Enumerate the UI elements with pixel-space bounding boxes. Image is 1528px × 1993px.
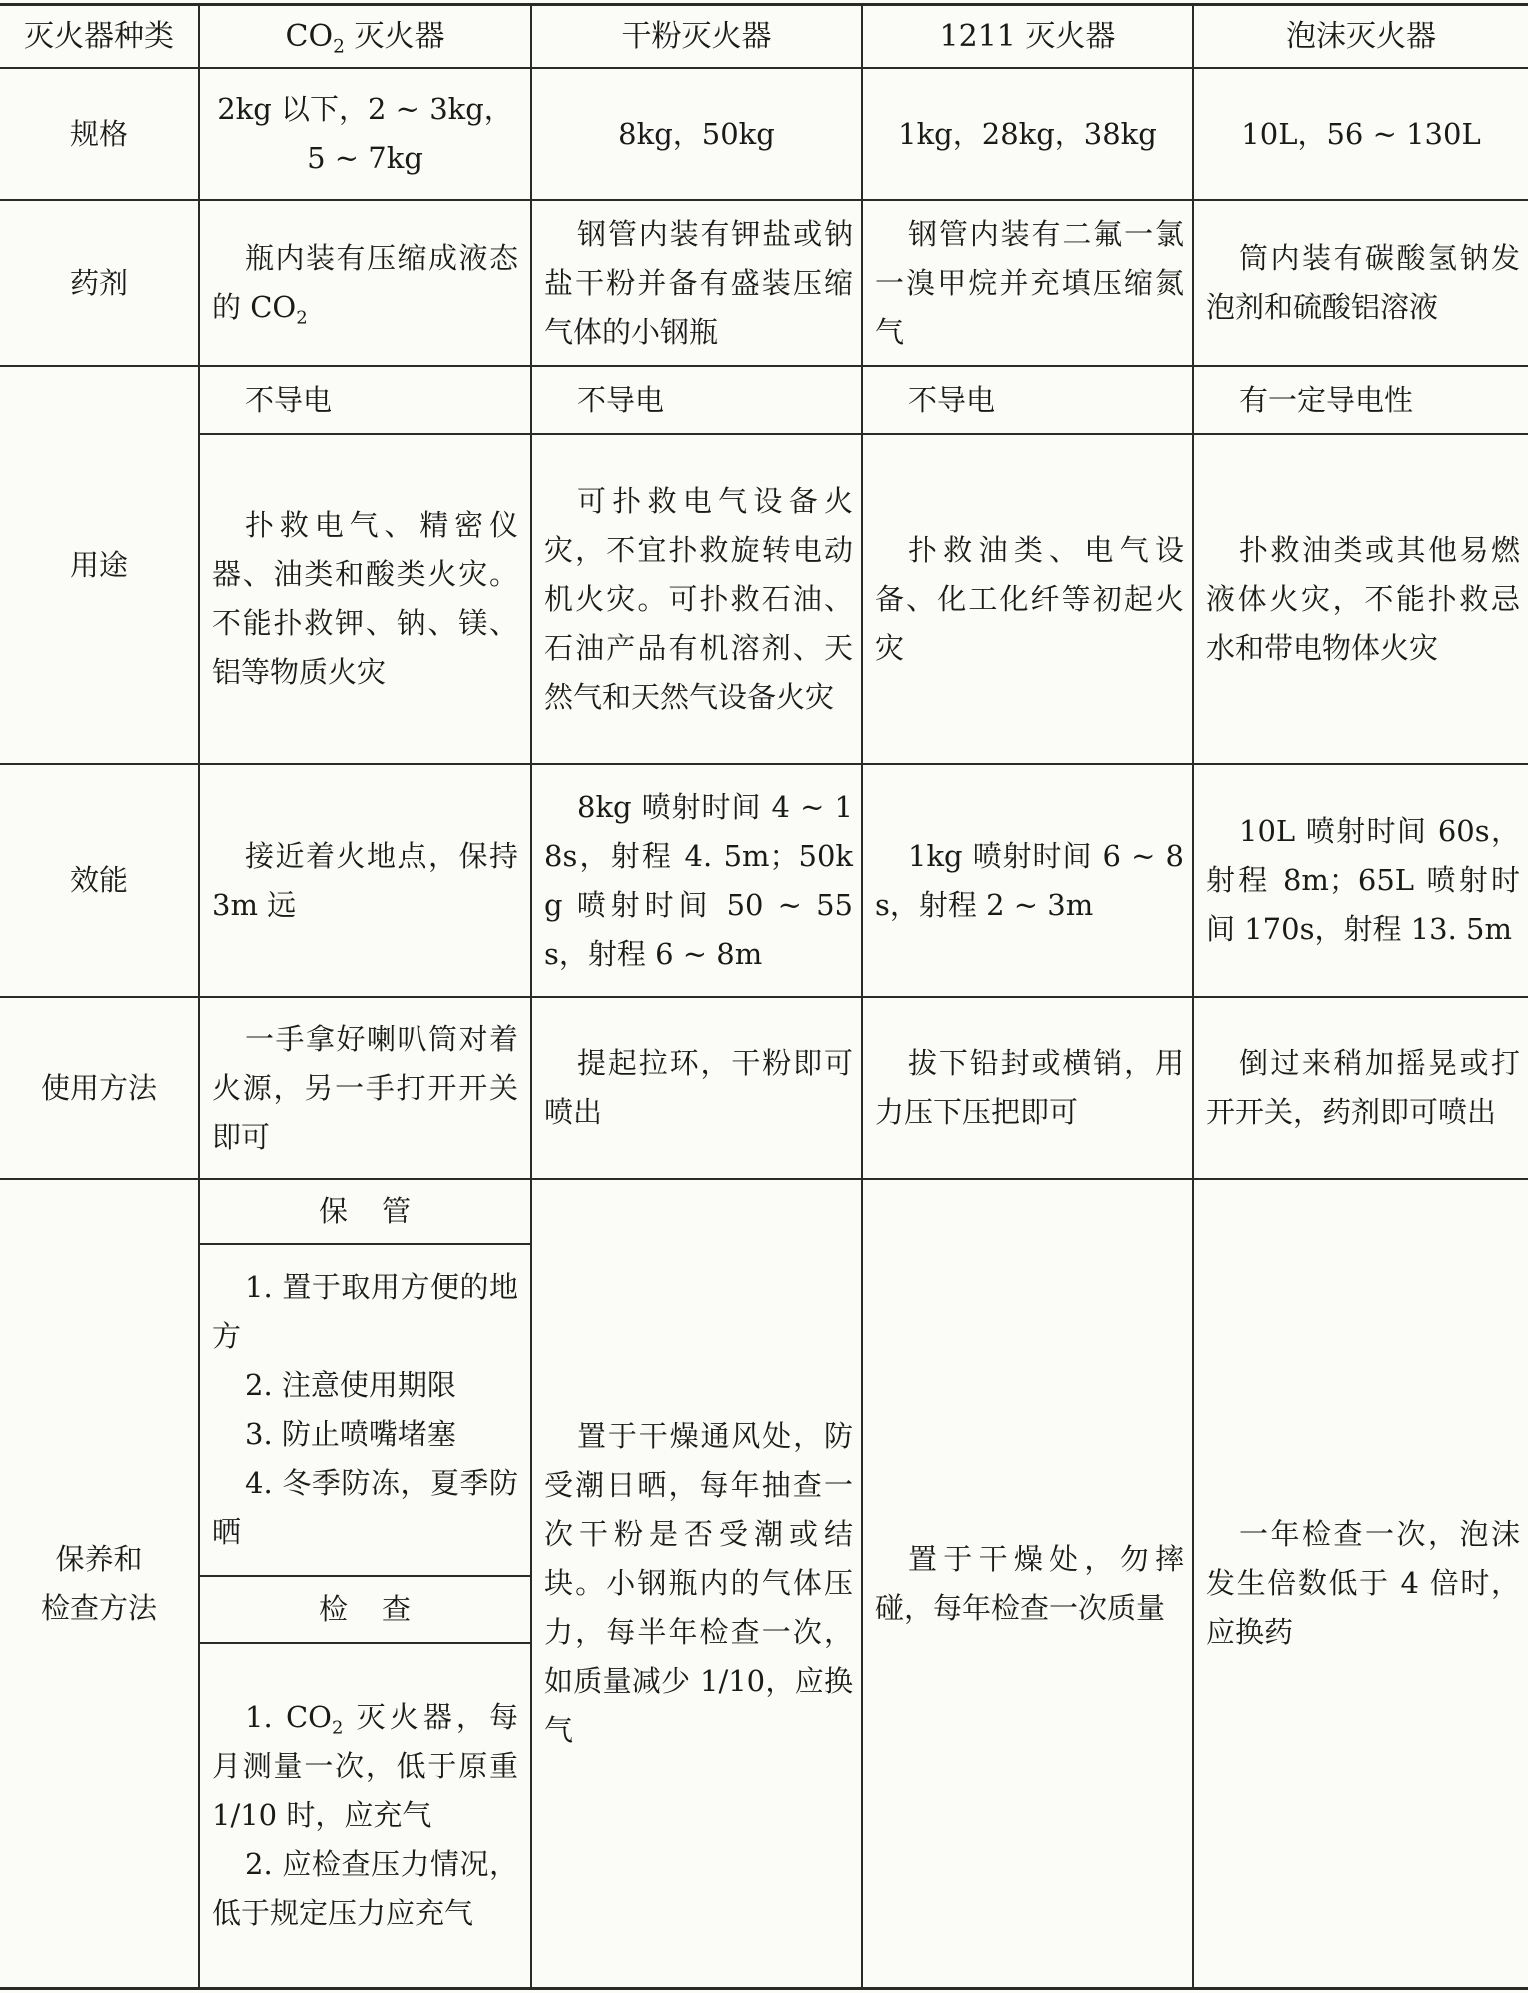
agent-powder	[532, 201, 861, 365]
keep-list	[200, 1245, 530, 1575]
header-halon: 1211 灭火器	[939, 18, 1116, 54]
agent-powder-text: 钢管内装有钾盐或钠盐干粉并备有盛装压缩气体的小钢瓶	[544, 216, 853, 349]
efficacy-powder-text: 8kg 喷射时间 4 ~ 18s，射程 4. 5m；50kg 喷射时间 50 ~ 55s，射程 6 ~ 8m	[544, 789, 853, 971]
keep-item-4: 4. 冬季防冻，夏季防晒	[212, 1466, 518, 1549]
header-co2-text: CO	[285, 18, 334, 54]
efficacy-co2	[200, 765, 530, 996]
check-list	[200, 1644, 530, 1987]
usage-powder-text: 可扑救电气设备火灾，不宜扑救旋转电动机火灾。可扑救石油、石油产品有机溶剂、天然气和天然气设备火灾	[544, 483, 853, 714]
keep-title	[200, 1180, 530, 1243]
method-co2	[200, 998, 530, 1178]
usage-foam	[1194, 435, 1528, 763]
row-label-maintenance	[0, 1180, 198, 1987]
maintenance-foam-text: 一年检查一次，泡沫发生倍数低于 4 倍时，应换药	[1206, 1517, 1520, 1649]
check-item-1-subscript: 2	[331, 1717, 344, 1739]
agent-halon	[863, 201, 1192, 365]
maintenance-halon	[863, 1180, 1192, 1987]
efficacy-foam-text: 10L 喷射时间 60s，射程 8m；65L 喷射时间 170s，射程 13. 5m	[1206, 814, 1520, 946]
method-foam	[1194, 998, 1528, 1178]
method-halon-text: 拔下铅封或横销，用力压下压把即可	[875, 1046, 1184, 1129]
method-powder-text: 提起拉环，干粉即可喷出	[544, 1046, 853, 1129]
agent-foam-text: 筒内装有碳酸氢钠发泡剂和硫酸铝溶液	[1206, 241, 1520, 324]
efficacy-foam	[1194, 765, 1528, 996]
header-powder: 干粉灭火器	[621, 18, 772, 54]
spec-co2-line2: 5 ~ 7kg	[307, 141, 423, 175]
row-label-spec: 规格	[69, 116, 128, 151]
row-label-usage: 用途	[69, 547, 128, 582]
efficacy-co2-text: 接近着火地点，保持 3m 远	[212, 838, 518, 922]
maintenance-powder	[532, 1180, 861, 1987]
row-label-efficacy: 效能	[69, 863, 128, 897]
spec-foam: 10L，56 ~ 130L	[1241, 116, 1481, 151]
efficacy-halon	[863, 765, 1192, 996]
maintenance-label-line1: 保养和	[55, 1541, 143, 1576]
usage-powder-conductivity: 不导电	[577, 382, 665, 417]
keep-item-2: 2. 注意使用期限	[245, 1368, 456, 1402]
agent-co2-text: 瓶内装有压缩成液态的 CO	[212, 241, 518, 324]
maintenance-powder-text: 置于干燥通风处，防受潮日晒，每年抽查一次干粉是否受潮或结块。小钢瓶内的气体压力，每半年检查一次，如质量减少 1/10，应换气	[544, 1419, 853, 1747]
header-category: 灭火器种类	[24, 18, 174, 54]
check-title	[200, 1577, 530, 1642]
maintenance-label-line2: 检查方法	[40, 1590, 157, 1625]
header-co2-tail: 灭火器	[344, 18, 445, 54]
check-item-1-post: 灭火器，每月测量一次，低于原重 1/10 时，应充气	[212, 1700, 518, 1832]
keep-title-text: 保管	[318, 1194, 445, 1228]
agent-foam	[1194, 201, 1528, 365]
check-item-1	[212, 1693, 518, 1840]
agent-co2	[200, 201, 530, 365]
header-foam: 泡沫灭火器	[1286, 18, 1436, 54]
usage-powder	[532, 435, 861, 763]
usage-co2-text: 扑救电气、精密仪器、油类和酸类火灾。不能扑救钾、钠、镁、铝等物质火灾	[212, 508, 518, 689]
check-item-1-pre: 1. CO	[245, 1700, 332, 1734]
usage-co2	[200, 435, 530, 763]
efficacy-powder	[532, 765, 861, 996]
method-co2-text: 一手拿好喇叭筒对着火源，另一手打开开关即可	[212, 1021, 518, 1154]
agent-halon-text: 钢管内装有二氟一氯一溴甲烷并充填压缩氮气	[875, 216, 1184, 349]
method-halon	[863, 998, 1192, 1178]
keep-item-3: 3. 防止喷嘴堵塞	[245, 1417, 456, 1451]
rule-bottom	[0, 1987, 1528, 1990]
usage-halon-conductivity: 不导电	[908, 382, 996, 417]
row-label-method: 使用方法	[40, 1070, 157, 1105]
spec-co2-line1: 2kg 以下，2 ~ 3kg，	[217, 92, 513, 126]
row-label-agent: 药剂	[69, 265, 128, 300]
header-co2	[200, 5, 530, 67]
keep-item-1: 1. 置于取用方便的地方	[212, 1270, 518, 1353]
method-foam-text: 倒过来稍加摇晃或打开开关，药剂即可喷出	[1206, 1046, 1520, 1129]
usage-foam-text: 扑救油类或其他易燃液体火灾，不能扑救忌水和带电物体火灾	[1206, 532, 1520, 665]
maintenance-foam	[1194, 1180, 1528, 1987]
efficacy-halon-text: 1kg 喷射时间 6 ~ 8s，射程 2 ~ 3m	[875, 838, 1184, 922]
usage-foam-conductivity: 有一定导电性	[1239, 382, 1414, 417]
spec-powder: 8kg，50kg	[618, 116, 775, 151]
maintenance-halon-text: 置于干燥处，勿摔碰，每年检查一次质量	[875, 1541, 1184, 1625]
spec-co2	[200, 69, 530, 199]
check-title-text: 检查	[318, 1592, 445, 1626]
agent-co2-subscript: 2	[296, 307, 308, 329]
usage-halon-text: 扑救油类、电气设备、化工化纤等初起火灾	[875, 532, 1184, 665]
header-co2-subscript: 2	[333, 36, 345, 57]
usage-halon	[863, 435, 1192, 763]
check-item-2: 2. 应检查压力情况，低于规定压力应充气	[212, 1847, 518, 1930]
spec-halon: 1kg，28kg，38kg	[898, 116, 1157, 151]
method-powder	[532, 998, 861, 1178]
usage-co2-conductivity: 不导电	[245, 382, 333, 417]
